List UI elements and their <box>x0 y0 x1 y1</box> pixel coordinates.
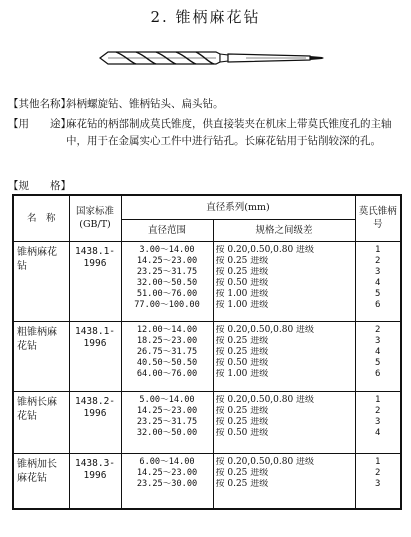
purpose-label: 【用 途】 <box>8 118 71 130</box>
morse-taper-list <box>355 241 401 321</box>
grade-step: 按 0.20,0.50,0.80 进级 <box>215 324 315 335</box>
morse-taper-number: 6 <box>375 368 381 379</box>
diameter-range: 40.50～50.50 <box>136 357 198 368</box>
diameter-range: 51.00～76.00 <box>136 288 198 299</box>
morse-taper-number: 2 <box>375 255 381 266</box>
diameter-range: 5.00～14.00 <box>139 394 195 405</box>
drill-type-name: 锥柄麻花钻 <box>13 241 69 321</box>
grade-step-list <box>213 321 355 391</box>
morse-taper-list <box>355 453 401 509</box>
grade-step: 按 0.50 进级 <box>215 277 269 288</box>
diameter-range: 12.00～14.00 <box>136 324 198 335</box>
diameter-range: 6.00～14.00 <box>139 456 195 467</box>
diameter-range: 3.00～14.00 <box>139 244 195 255</box>
morse-taper-number: 3 <box>375 335 381 346</box>
header-name: 名 称 <box>13 195 69 241</box>
table-row <box>13 241 401 321</box>
grade-step: 按 0.25 进级 <box>215 255 269 266</box>
diameter-range: 32.00～50.00 <box>136 427 198 438</box>
spec-table <box>12 194 402 510</box>
table-row <box>13 453 401 509</box>
drill-type-name: 锥柄长麻花钻 <box>13 391 69 453</box>
diameter-range-list <box>121 391 213 453</box>
diameter-range: 14.25～23.00 <box>136 467 198 478</box>
morse-taper-number: 5 <box>375 357 381 368</box>
grade-step: 按 0.25 进级 <box>215 416 269 427</box>
grade-step: 按 1.00 进级 <box>215 368 269 379</box>
morse-taper-number: 3 <box>375 416 381 427</box>
grade-step: 按 0.50 进级 <box>215 427 269 438</box>
grade-step-list <box>213 453 355 509</box>
diameter-range: 77.00～100.00 <box>134 299 200 310</box>
diameter-range: 14.25～23.00 <box>136 255 198 266</box>
drill-type-name: 锥柄加长麻花钻 <box>13 453 69 509</box>
diameter-range: 18.25～23.00 <box>136 335 198 346</box>
standard-number: 1438.2-1996 <box>69 391 121 453</box>
grade-step: 按 1.00 进级 <box>215 299 269 310</box>
morse-taper-number: 2 <box>375 405 381 416</box>
header-grade-step: 规格之间级差 <box>213 219 355 241</box>
morse-taper-number: 4 <box>375 346 381 357</box>
morse-taper-list <box>355 321 401 391</box>
grade-step: 按 1.00 进级 <box>215 288 269 299</box>
grade-step-list <box>213 391 355 453</box>
page-title: 2. 锥柄麻花钻 <box>150 8 261 26</box>
diameter-range-list <box>121 453 213 509</box>
diameter-range-list <box>121 241 213 321</box>
grade-step: 按 0.50 进级 <box>215 357 269 368</box>
grade-step: 按 0.25 进级 <box>215 478 269 489</box>
header-morse-taper: 莫氏锥柄号 <box>355 195 401 241</box>
diameter-range: 23.25～30.00 <box>136 478 198 489</box>
diameter-range: 14.25～23.00 <box>136 405 198 416</box>
grade-step: 按 0.25 进级 <box>215 467 269 478</box>
diameter-range-list <box>121 321 213 391</box>
morse-taper-list <box>355 391 401 453</box>
morse-taper-number: 4 <box>375 427 381 438</box>
morse-taper-number: 4 <box>375 277 381 288</box>
grade-step: 按 0.25 进级 <box>215 405 269 416</box>
diameter-range: 26.75～31.75 <box>136 346 198 357</box>
morse-taper-number: 1 <box>375 456 381 467</box>
diameter-range: 23.25～31.75 <box>136 266 198 277</box>
grade-step: 按 0.20,0.50,0.80 进级 <box>215 456 315 467</box>
standard-number: 1438.1-1996 <box>69 321 121 391</box>
taper-shank-drill-illustration <box>96 38 332 78</box>
other-names-label: 【其他名称】 <box>8 98 71 110</box>
grade-step: 按 0.20,0.50,0.80 进级 <box>215 244 315 255</box>
morse-taper-number: 1 <box>375 244 381 255</box>
header-diameter-range: 直径范围 <box>121 219 213 241</box>
purpose-row <box>8 116 408 172</box>
header-diameter-series: 直径系列(mm) <box>121 195 355 219</box>
morse-taper-number: 6 <box>375 299 381 310</box>
other-names-row <box>8 96 224 113</box>
other-names-text: 斜柄螺旋钻、锥柄钻头、扁头钻。 <box>66 98 224 110</box>
grade-step: 按 0.25 进级 <box>215 346 269 357</box>
grade-step: 按 0.25 进级 <box>215 266 269 277</box>
grade-step: 按 0.25 进级 <box>215 335 269 346</box>
table-row <box>13 321 401 391</box>
header-standard: 国家标准(GB/T) <box>69 195 121 241</box>
spec-label: 【规 格】 <box>8 180 71 192</box>
standard-number: 1438.1-1996 <box>69 241 121 321</box>
grade-step-list <box>213 241 355 321</box>
purpose-text: 麻花钻的柄部制成莫氏锥度，供直接装夹在机床上带莫氏锥度孔的主轴中，用于在金属实心工件中进行钻孔。长麻花钻用于钻削较深的孔。 <box>66 118 392 147</box>
grade-step: 按 0.20,0.50,0.80 进级 <box>215 394 315 405</box>
morse-taper-number: 2 <box>375 324 381 335</box>
standard-number: 1438.3-1996 <box>69 453 121 509</box>
morse-taper-number: 3 <box>375 266 381 277</box>
morse-taper-number: 3 <box>375 478 381 489</box>
diameter-range: 32.00～50.50 <box>136 277 198 288</box>
table-row <box>13 391 401 453</box>
morse-taper-number: 2 <box>375 467 381 478</box>
drill-type-name: 粗锥柄麻花钻 <box>13 321 69 391</box>
diameter-range: 23.25～31.75 <box>136 416 198 427</box>
diameter-range: 64.00～76.00 <box>136 368 198 379</box>
morse-taper-number: 5 <box>375 288 381 299</box>
morse-taper-number: 1 <box>375 394 381 405</box>
